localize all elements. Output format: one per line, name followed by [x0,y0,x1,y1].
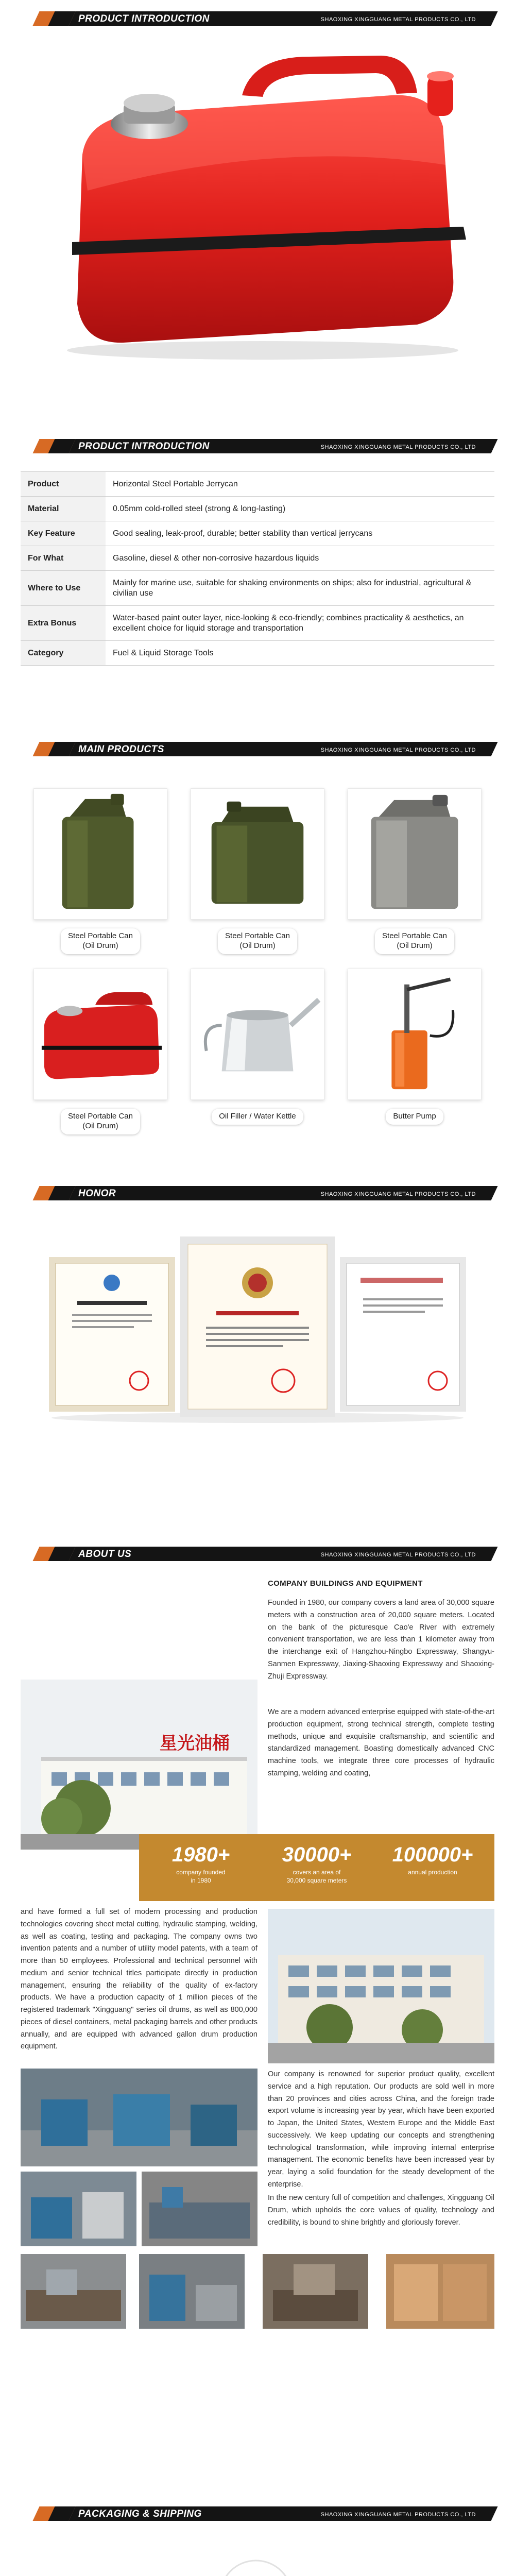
spec-value: Horizontal Steel Portable Jerrycan [106,472,494,497]
spec-value: Water-based paint outer layer, nice-looking & eco-friendly; combines practicality & aesthetics, an excellent choice for liquid storage and transportation [106,606,494,641]
company-name: SHAOXING XINGGUANG METAL PRODUCTS CO., LTD [320,1191,476,1197]
section-title: MAIN PRODUCTS [78,744,164,755]
section-header-packaging [21,2501,494,2526]
spec-key: Extra Bonus [21,606,106,641]
about-paragraph-3: and have formed a full set of modern processing and production technologies covering sheet metal cutting, hydraulic stamping, welding, as well as coating, testing and packaging. The company owns two invention patents and a number of utility model patents, with a team of more than 50 employees. Professional and technical personnel with medium and senior technical titles participate directly in production management, ensuring the reliability of the quality of ex-factory products. We have a production capacity of 1 million pieces of the registered trademark "Xingguang" series oil drums, as well as 800,000 pieces of diesel containers, metal packaging barrels and other products annually, and are equipped with advanced gallon drum production equipment. [21,1908,258,2051]
factory-sign: 星光油桶 [160,1734,230,1753]
spec-row [21,472,494,497]
product-caption: Steel Portable Can (Oil Drum) [375,928,454,954]
stat-founded: 1980+ company founded in 1980 [171,1843,230,1884]
spec-row [21,497,494,521]
olive-jerrycan-image [33,788,167,920]
spec-value: Fuel & Liquid Storage Tools [106,641,494,666]
section-title: ABOUT US [78,1549,132,1560]
workshop-photo-3 [142,2172,258,2246]
company-name: SHAOXING XINGGUANG METAL PRODUCTS CO., LTD [320,444,476,450]
product-caption: Oil Filler / Water Kettle [212,1109,303,1125]
spec-key: Where to Use [21,571,106,606]
section-header-about [21,1541,494,1566]
spec-row [21,521,494,546]
product-card-butter-pump[interactable] [348,969,482,1125]
product-card-oil-drum-1[interactable] [33,788,167,954]
section-title: HONOR [78,1188,116,1199]
workshop-photo-1 [21,2069,258,2166]
section-header-honor [21,1181,494,1206]
red-jerrycan-image [33,969,167,1100]
product-caption: Steel Portable Can (Oil Drum) [61,928,140,954]
stat-production: 100000+ annual production [392,1843,473,1876]
section-header-main-products [21,737,494,761]
spec-key: Key Feature [21,521,106,546]
workshop-photo-4 [21,2254,126,2329]
company-stats-banner [139,1834,494,1901]
section-header-intro-2 [21,434,494,459]
spec-key: Product [21,472,106,497]
spec-key: Category [21,641,106,666]
product-card-oil-drum-3[interactable] [348,788,482,954]
office-building-photo [268,1909,494,2063]
company-name: SHAOXING XINGGUANG METAL PRODUCTS CO., LTD [320,2512,476,2518]
spec-row [21,571,494,606]
section-title: PRODUCT INTRODUCTION [78,441,210,452]
spec-value: Mainly for marine use, suitable for shaking environments on ships; also for industrial, agricultural & civilian use [106,571,494,606]
stat-area: 30000+ covers an area of 30,000 square meters [282,1843,352,1884]
product-caption: Steel Portable Can (Oil Drum) [218,928,297,954]
company-name: SHAOXING XINGGUANG METAL PRODUCTS CO., LTD [320,747,476,753]
spec-row [21,546,494,571]
certificates-image [21,1226,494,1425]
section-title: PACKAGING & SHIPPING [78,2509,202,2519]
section-title: PRODUCT INTRODUCTION [78,13,210,24]
olive-jerrycan-image [191,788,324,920]
company-name: SHAOXING XINGGUANG METAL PRODUCTS CO., LTD [320,1552,476,1558]
product-card-oil-filler[interactable] [191,969,324,1125]
product-card-oil-drum-4[interactable] [33,969,167,1134]
shipping-logistics-image [0,2540,515,2576]
about-paragraph-4: Our company is renowned for superior product quality, excellent service and a high reputation. Our products are sold well in more than 20 provinces and cities across China, and the foreign trade export volume is increasing year by year, which have been exported to Japan, the United States, Western Europe and the Middle East successively. We keep updating our concepts and strengthening technological transformation, while improving internal enterprise management. The economic benefits have been increased year by year, laying a solid foundation for the steady development of the enterprise. [268,2070,494,2189]
workshop-photo-7 [386,2254,494,2329]
about-paragraph-2: We are a modern advanced enterprise equipped with state-of-the-art production equipment, strong technical strength, complete testing methods, unique and exquisite craftsmanship, and scientific and standardized management. Boasting domestically advanced CNC machine tools, we integrate three core processes of hydraulic stamping, welding and coating, [268,1708,494,1777]
about-subtitle: COMPANY BUILDINGS AND EQUIPMENT [268,1579,423,1588]
workshop-photo-6 [263,2254,368,2329]
hero-jerrycan-image [21,36,494,366]
workshop-photo-2 [21,2172,136,2246]
workshop-photo-5 [139,2254,245,2329]
product-caption: Butter Pump [386,1109,443,1125]
factory-building-photo [21,1680,258,1850]
about-paragraph-1: Founded in 1980, our company covers a land area of 30,000 square meters with a construction area of 20,000 square meters. Located on the bank of the picturesque Cao'e River with extremely convenient transportation, we are less than 1 kilometer away from the interchange exit of Hangzhou-Ningbo Expressway, Shangyu-Sanmen Expressway, Jiaxing-Shaoxing Expressway and Shaoxing-Zhuji Expressway. [268,1599,494,1681]
oil-filler-kettle-image [191,969,324,1100]
spec-value: 0.05mm cold-rolled steel (strong & long-lasting) [106,497,494,521]
company-name: SHAOXING XINGGUANG METAL PRODUCTS CO., LTD [320,16,476,23]
spec-key: For What [21,546,106,571]
product-card-oil-drum-2[interactable] [191,788,324,954]
spec-value: Good sealing, leak-proof, durable; better stability than vertical jerrycans [106,521,494,546]
spec-row [21,641,494,666]
spec-table [21,471,494,666]
spec-value: Gasoline, diesel & other non-corrosive hazardous liquids [106,546,494,571]
butter-pump-image [348,969,482,1100]
about-paragraph-5: In the new century full of competition and challenges, Xingguang Oil Drum, which upholds the core values of quality, technology and credibility, is bound to shine brightly and gloriously forever. [268,2194,494,2227]
product-caption: Steel Portable Can (Oil Drum) [61,1109,140,1134]
spec-key: Material [21,497,106,521]
section-header-intro [21,6,494,31]
spec-row [21,606,494,641]
grey-jerrycan-image [348,788,482,920]
